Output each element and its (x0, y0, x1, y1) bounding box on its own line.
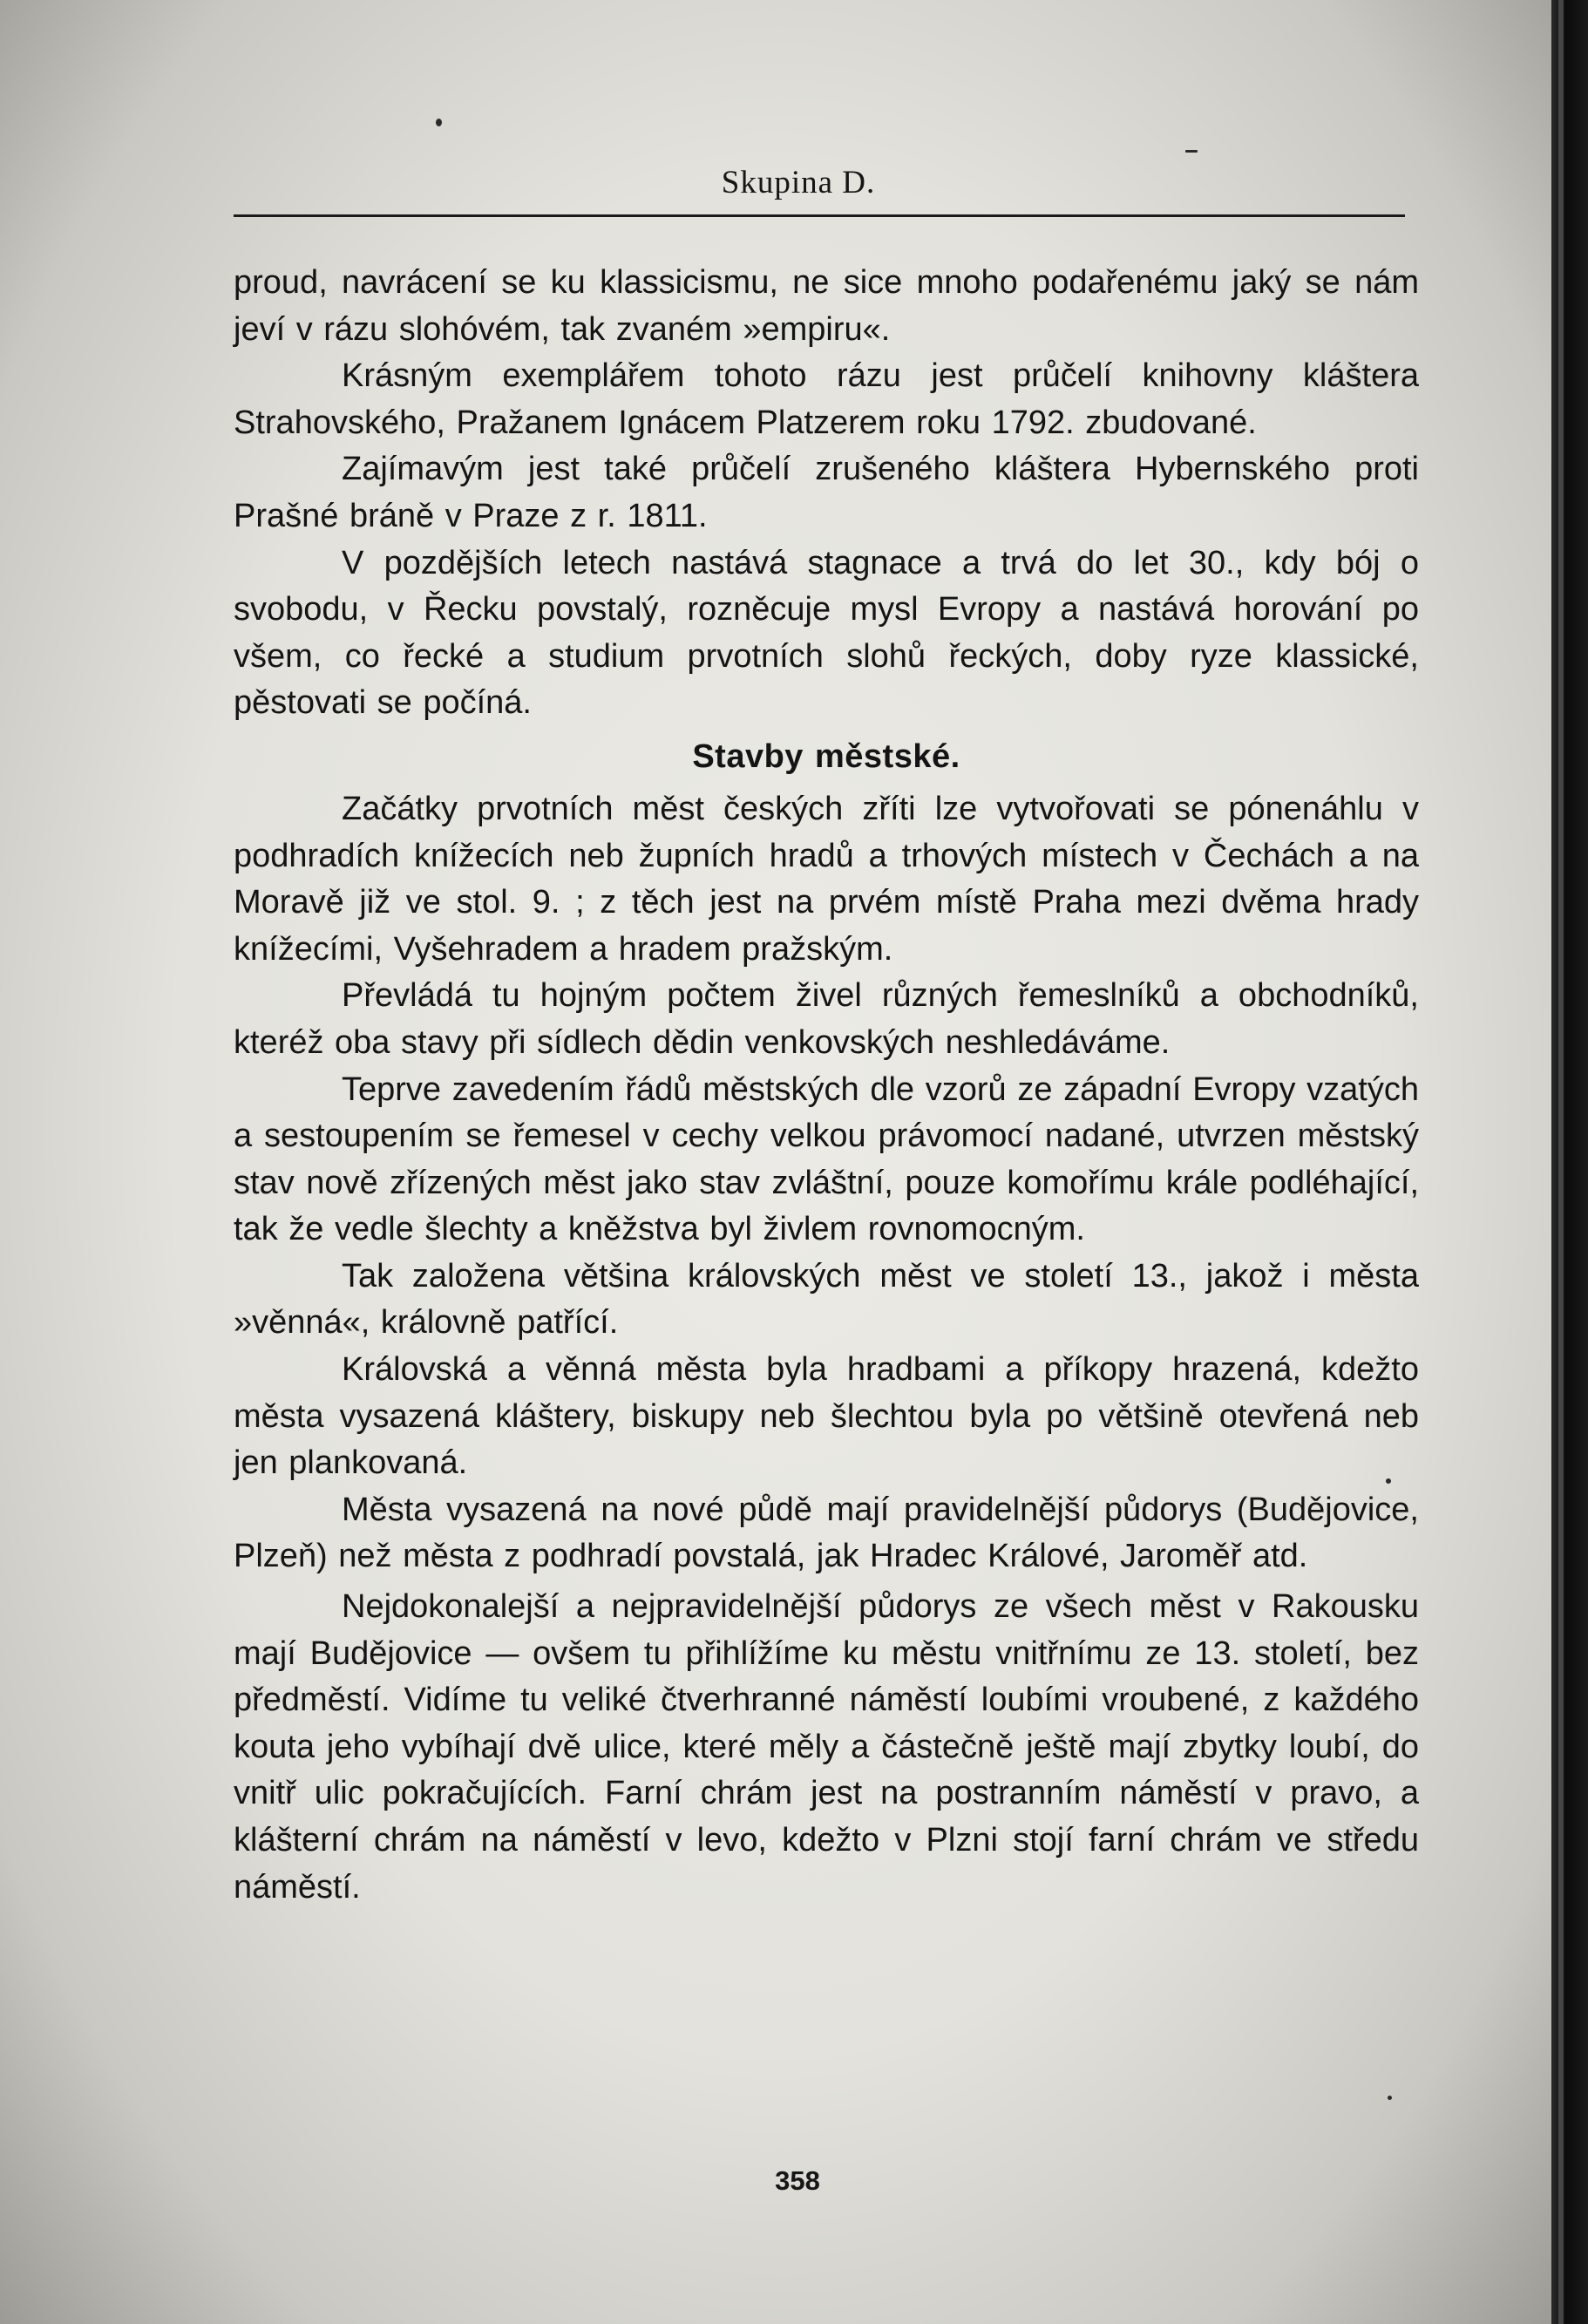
ink-speck (1386, 1478, 1391, 1484)
body-text (234, 260, 1419, 1911)
section-heading: Stavby městské. (692, 737, 960, 775)
paragraph-continuation: proud, navrácení se ku klassicismu, ne sice mnoho podařenému jaký se nám jeví v rázu slohóvém, tak zvaném »empiru«. (234, 264, 1419, 348)
ink-speck (1388, 2096, 1392, 2100)
paragraph: Města vysazená na nové půdě mají pravidelnější půdorys (Budějovice, Plzeň) než města z podhradí povstalá, jak Hradec Králové, Jaroměř atd. (234, 1491, 1419, 1575)
paragraph: Tak založena většina královských měst ve století 13., jakož i města »věnná«, královně patřící. (234, 1257, 1419, 1342)
paragraph: Převládá tu hojným počtem živel různých řemeslníků a obchodníků, kteréž oba stavy při sídlech dědin venkovských neshledáváme. (234, 977, 1419, 1061)
paragraph: Teprve zavedením řádů městských dle vzorů ze západní Evropy vzatých a sestoupením se řemesel v cechy velkou právomocí nadané, utvrzen městský stav nově zřízených měst jako stav zvláštní, pouze komořímu krále podléhající, tak že vedle šlechty a kněžstva byl živlem rovnomocným. (234, 1070, 1419, 1248)
ink-speck (436, 119, 442, 126)
page-number: 358 (775, 2165, 820, 2196)
paragraph: V pozdějších letech nastává stagnace a trvá do let 30., kdy bój o svobodu, v Řecku povstalý, rozněcuje mysl Evropy a nastává horování po všem, co řecké a studium prvotních slohů řeckých, doby ryze klassické, pěstovati se počíná. (234, 544, 1419, 722)
paragraph: Krásným exemplářem tohoto rázu jest průčelí knihovny kláštera Strahovského, Pražanem Ignácem Platzerem roku 1792. zbudované. (234, 357, 1419, 441)
paragraph: Nejdokonalejší a nejpravidelnější půdorys ze všech měst v Rakousku mají Budějovice — ovšem tu přihlížíme ku městu vnitřnímu ze 13. století, bez předměstí. Vidíme tu veliké čtverhranné náměstí loubími vroubené, z každého kouta jeho vybíhají dvě ulice, které měly a částečně ještě mají zbytky loubí, do vnitř ulic pokračujících. Farní chrám jest na postranním náměstí v pravo, a klášterní chrám na náměstí v levo, kdežto v Plzni stojí farní chrám ve středu náměstí. (234, 1588, 1419, 1906)
running-head: Skupina D. (721, 165, 876, 200)
head-rule (234, 214, 1405, 217)
page-edge (1551, 0, 1588, 2324)
paragraph: Královská a věnná města byla hradbami a příkopy hrazená, kdežto města vysazená kláštery, biskupy neb šlechtou byla po většině otevřená neb jen plankovaná. (234, 1351, 1419, 1482)
paragraph: Zajímavým jest také průčelí zrušeného kláštera Hybernského proti Prašné bráně v Praze z r. 1811. (234, 451, 1419, 534)
page-edge-line (1558, 0, 1564, 2324)
paragraph: Začátky prvotních měst českých zříti lze vytvořovati se pónenáhlu v podhradích knížecích neb župních hradů a trhových místech v Čechách a na Moravě již ve stol. 9. ; z těch jest na prvém místě Praha mezi dvěma hrady knížecími, Vyšehradem a hradem pražským. (234, 790, 1419, 968)
ink-speck (1185, 150, 1198, 153)
